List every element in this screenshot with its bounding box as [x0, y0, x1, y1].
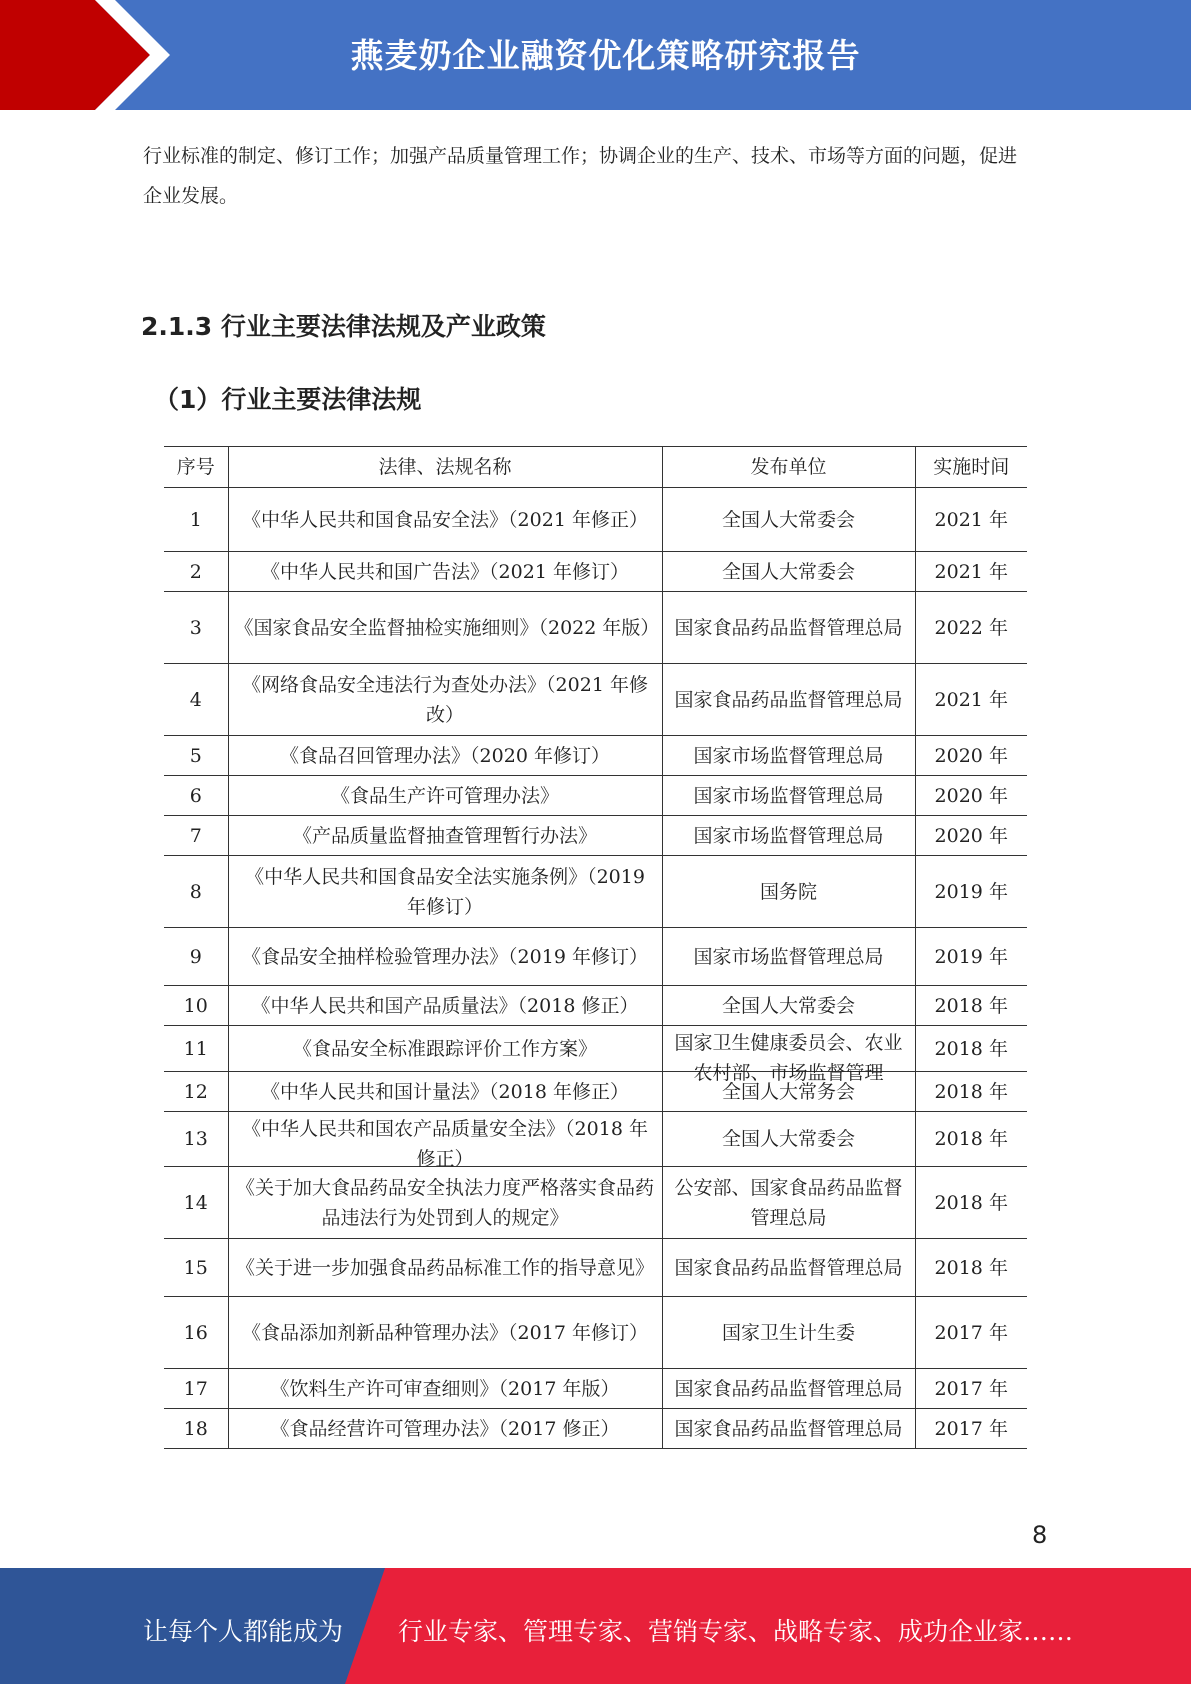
table-row	[164, 856, 1027, 928]
cell-name	[228, 552, 662, 592]
cell-date-text: 2018 年	[934, 1080, 1008, 1103]
cell-date	[915, 592, 1027, 664]
cell-org-text: 国家食品药品监督管理总局	[674, 1256, 903, 1279]
cell-org	[662, 986, 915, 1026]
cell-date	[915, 1239, 1027, 1297]
cell-date	[915, 1072, 1027, 1112]
cell-date-text: 2018 年	[934, 1256, 1008, 1279]
cell-date	[915, 552, 1027, 592]
cell-name	[228, 736, 662, 776]
table-row	[164, 552, 1027, 592]
cell-date-text: 2017 年	[934, 1321, 1008, 1344]
cell-name	[228, 1026, 662, 1072]
cell-name-text: 《关于进一步加强食品药品标准工作的指导意见》	[235, 1256, 654, 1279]
cell-no-text: 18	[183, 1417, 208, 1440]
cell-date-text: 2020 年	[934, 744, 1008, 767]
cell-org-text: 公安部、国家食品药品监督管理总局	[674, 1176, 903, 1229]
cell-org	[662, 1112, 915, 1167]
cell-org	[662, 1239, 915, 1297]
cell-no	[164, 1239, 228, 1297]
cell-name	[228, 816, 662, 856]
cell-name	[228, 1239, 662, 1297]
cell-org-text: 国家食品药品监督管理总局	[674, 1417, 903, 1440]
cell-date	[915, 1112, 1027, 1167]
cell-no	[164, 986, 228, 1026]
table-row	[164, 1026, 1027, 1072]
cell-org	[662, 928, 915, 986]
cell-org-text: 全国人大常务会	[721, 1080, 855, 1103]
cell-date	[915, 856, 1027, 928]
footer-slogan-right: 行业专家、管理专家、营销专家、战略专家、成功企业家……	[398, 1617, 1074, 1646]
cell-name	[228, 1167, 662, 1239]
page-header	[0, 0, 1191, 110]
header-no: 序号	[164, 447, 228, 488]
cell-name	[228, 986, 662, 1026]
cell-name	[228, 592, 662, 664]
cell-org	[662, 856, 915, 928]
cell-no-text: 14	[183, 1191, 208, 1214]
cell-date	[915, 776, 1027, 816]
laws-table-container	[164, 446, 1027, 1450]
cell-org-text: 全国人大常委会	[721, 508, 855, 531]
cell-date	[915, 736, 1027, 776]
cell-org-text: 国家食品药品监督管理总局	[674, 616, 903, 639]
cell-name-text: 《关于加大食品药品安全执法力度严格落实食品药品违法行为处罚到人的规定》	[235, 1176, 654, 1229]
cell-name-text: 《食品生产许可管理办法》	[330, 784, 559, 807]
cell-no	[164, 1072, 228, 1112]
cell-org-text: 国家市场监督管理总局	[693, 744, 884, 767]
cell-org	[662, 592, 915, 664]
cell-name-text: 《中华人民共和国食品安全法》（2021 年修正）	[242, 508, 648, 531]
cell-name-text: 《中华人民共和国计量法》（2018 年修正）	[261, 1080, 629, 1103]
cell-org	[662, 776, 915, 816]
cell-name-text: 《中华人民共和国广告法》（2021 年修订）	[261, 560, 629, 583]
cell-no	[164, 1409, 228, 1449]
cell-date	[915, 488, 1027, 552]
cell-name-text: 《中华人民共和国产品质量法》（2018 修正）	[251, 994, 639, 1017]
cell-org	[662, 1409, 915, 1449]
cell-name-text: 《食品召回管理办法》（2020 年修订）	[280, 744, 610, 767]
cell-no	[164, 664, 228, 736]
cell-name-text: 《产品质量监督抽查管理暂行办法》	[292, 824, 597, 847]
cell-no	[164, 1369, 228, 1409]
cell-date-text: 2017 年	[934, 1377, 1008, 1400]
cell-no	[164, 736, 228, 776]
cell-name	[228, 664, 662, 736]
table-row	[164, 1369, 1027, 1409]
cell-name-text: 《食品安全抽样检验管理办法》（2019 年修订）	[242, 945, 648, 968]
cell-no	[164, 776, 228, 816]
cell-date-text: 2018 年	[934, 994, 1008, 1017]
cell-no	[164, 1167, 228, 1239]
cell-date	[915, 816, 1027, 856]
cell-name	[228, 776, 662, 816]
cell-name	[228, 488, 662, 552]
table-row	[164, 928, 1027, 986]
table-row	[164, 1297, 1027, 1369]
cell-org	[662, 736, 915, 776]
table-row	[164, 592, 1027, 664]
header-org: 发布单位	[662, 447, 915, 488]
header-date: 实施时间	[915, 447, 1027, 488]
cell-org-text: 全国人大常委会	[721, 1128, 855, 1150]
table-row	[164, 1072, 1027, 1112]
cell-no-text: 10	[183, 994, 208, 1017]
cell-date-text: 2021 年	[934, 560, 1008, 583]
table-row	[164, 1112, 1027, 1167]
cell-date-text: 2021 年	[934, 508, 1008, 531]
cell-name-text: 《饮料生产许可审查细则》（2017 年版）	[270, 1377, 620, 1400]
cell-no-text: 17	[183, 1377, 208, 1400]
cell-org-text: 国家市场监督管理总局	[693, 784, 884, 807]
cell-no-text: 3	[189, 616, 202, 639]
cell-date	[915, 1409, 1027, 1449]
table-row	[164, 986, 1027, 1026]
cell-no-text: 7	[189, 824, 202, 847]
cell-date-text: 2022 年	[934, 616, 1008, 639]
cell-date	[915, 986, 1027, 1026]
cell-org-text: 国家市场监督管理总局	[693, 824, 884, 847]
cell-no-text: 4	[189, 688, 202, 711]
cell-org-text: 国家市场监督管理总局	[693, 945, 884, 968]
header-name: 法律、法规名称	[228, 447, 662, 488]
table-row	[164, 1167, 1027, 1239]
cell-org	[662, 1369, 915, 1409]
cell-name-text: 《国家食品安全监督抽检实施细则》（2022 年版）	[234, 616, 660, 639]
cell-org	[662, 1297, 915, 1369]
cell-no	[164, 1112, 228, 1167]
table-row	[164, 1409, 1027, 1449]
cell-date-text: 2020 年	[934, 784, 1008, 807]
cell-date-text: 2018 年	[934, 1191, 1008, 1214]
cell-date-text: 2018 年	[934, 1128, 1008, 1150]
intro-paragraph: 行业标准的制定、修订工作；加强产品质量管理工作；协调企业的生产、技术、市场等方面的问题，促进企业发展。	[143, 145, 1018, 207]
cell-no	[164, 1297, 228, 1369]
cell-org	[662, 488, 915, 552]
subsection-heading: （1）行业主要法律法规	[154, 385, 422, 414]
cell-name-text: 《网络食品安全违法行为查处办法》（2021 年修改）	[242, 673, 648, 726]
cell-org-text: 全国人大常委会	[721, 994, 855, 1017]
cell-name-text: 《中华人民共和国食品安全法实施条例》（2019 年修订）	[245, 865, 645, 918]
cell-date-text: 2020 年	[934, 824, 1008, 847]
cell-name-text: 《中华人民共和国农产品质量安全法》（2018 年修正）	[242, 1117, 648, 1170]
cell-name	[228, 928, 662, 986]
cell-date-text: 2019 年	[934, 945, 1008, 968]
cell-org-text: 国家卫生健康委员会、农业农村部、市场监督管理	[674, 1031, 903, 1084]
cell-org	[662, 664, 915, 736]
cell-org	[662, 1026, 915, 1084]
cell-name-text: 《食品添加剂新品种管理办法》（2017 年修订）	[242, 1321, 648, 1344]
cell-no-text: 16	[183, 1321, 208, 1344]
cell-name	[228, 856, 662, 928]
cell-no-text: 5	[189, 744, 202, 767]
cell-org-text: 国家卫生计生委	[721, 1321, 855, 1344]
cell-org-text: 全国人大常委会	[721, 560, 855, 583]
cell-date-text: 2018 年	[934, 1037, 1008, 1060]
cell-no-text: 8	[189, 880, 202, 903]
cell-no-text: 11	[183, 1037, 208, 1060]
cell-no	[164, 1026, 228, 1072]
cell-date	[915, 1167, 1027, 1239]
cell-date-text: 2019 年	[934, 880, 1008, 903]
table-row	[164, 488, 1027, 552]
cell-org-text: 国家食品药品监督管理总局	[674, 688, 903, 711]
cell-no	[164, 552, 228, 592]
cell-org-text: 国家食品药品监督管理总局	[674, 1377, 903, 1400]
cell-no-text: 12	[183, 1080, 208, 1103]
page-number: 8	[1032, 1521, 1048, 1549]
cell-name	[228, 1072, 662, 1112]
cell-org	[662, 552, 915, 592]
cell-date-text: 2017 年	[934, 1417, 1008, 1440]
table-row	[164, 664, 1027, 736]
table-row	[164, 1239, 1027, 1297]
cell-no	[164, 592, 228, 664]
cell-name	[228, 1409, 662, 1449]
cell-no	[164, 488, 228, 552]
cell-name	[228, 1297, 662, 1369]
table-row	[164, 816, 1027, 856]
cell-date	[915, 1026, 1027, 1072]
cell-org	[662, 816, 915, 856]
cell-date	[915, 1297, 1027, 1369]
laws-table	[164, 446, 1027, 1449]
report-title: 燕麦奶企业融资优化策略研究报告	[350, 36, 861, 75]
cell-name-text: 《食品经营许可管理办法》（2017 修正）	[270, 1417, 620, 1440]
cell-name	[228, 1112, 662, 1170]
cell-date	[915, 664, 1027, 736]
cell-no-text: 6	[189, 784, 202, 807]
footer-slogan-left: 让每个人都能成为	[143, 1617, 344, 1646]
table-row	[164, 736, 1027, 776]
cell-no	[164, 816, 228, 856]
cell-org-text: 国务院	[759, 880, 817, 903]
cell-no	[164, 856, 228, 928]
table-row	[164, 776, 1027, 816]
cell-name-text: 《食品安全标准跟踪评价工作方案》	[292, 1037, 597, 1060]
cell-no-text: 15	[183, 1256, 208, 1279]
cell-date	[915, 928, 1027, 986]
cell-no	[164, 928, 228, 986]
cell-no-text: 13	[183, 1128, 208, 1150]
cell-no-text: 1	[189, 508, 202, 531]
cell-no-text: 9	[189, 945, 202, 968]
cell-date-text: 2021 年	[934, 688, 1008, 711]
page-footer	[0, 1568, 1191, 1684]
cell-org	[662, 1167, 915, 1239]
cell-name	[228, 1369, 662, 1409]
section-heading: 2.1.3 行业主要法律法规及产业政策	[141, 312, 546, 341]
cell-no-text: 2	[189, 560, 202, 583]
table-header-row	[164, 447, 1027, 488]
cell-date	[915, 1369, 1027, 1409]
